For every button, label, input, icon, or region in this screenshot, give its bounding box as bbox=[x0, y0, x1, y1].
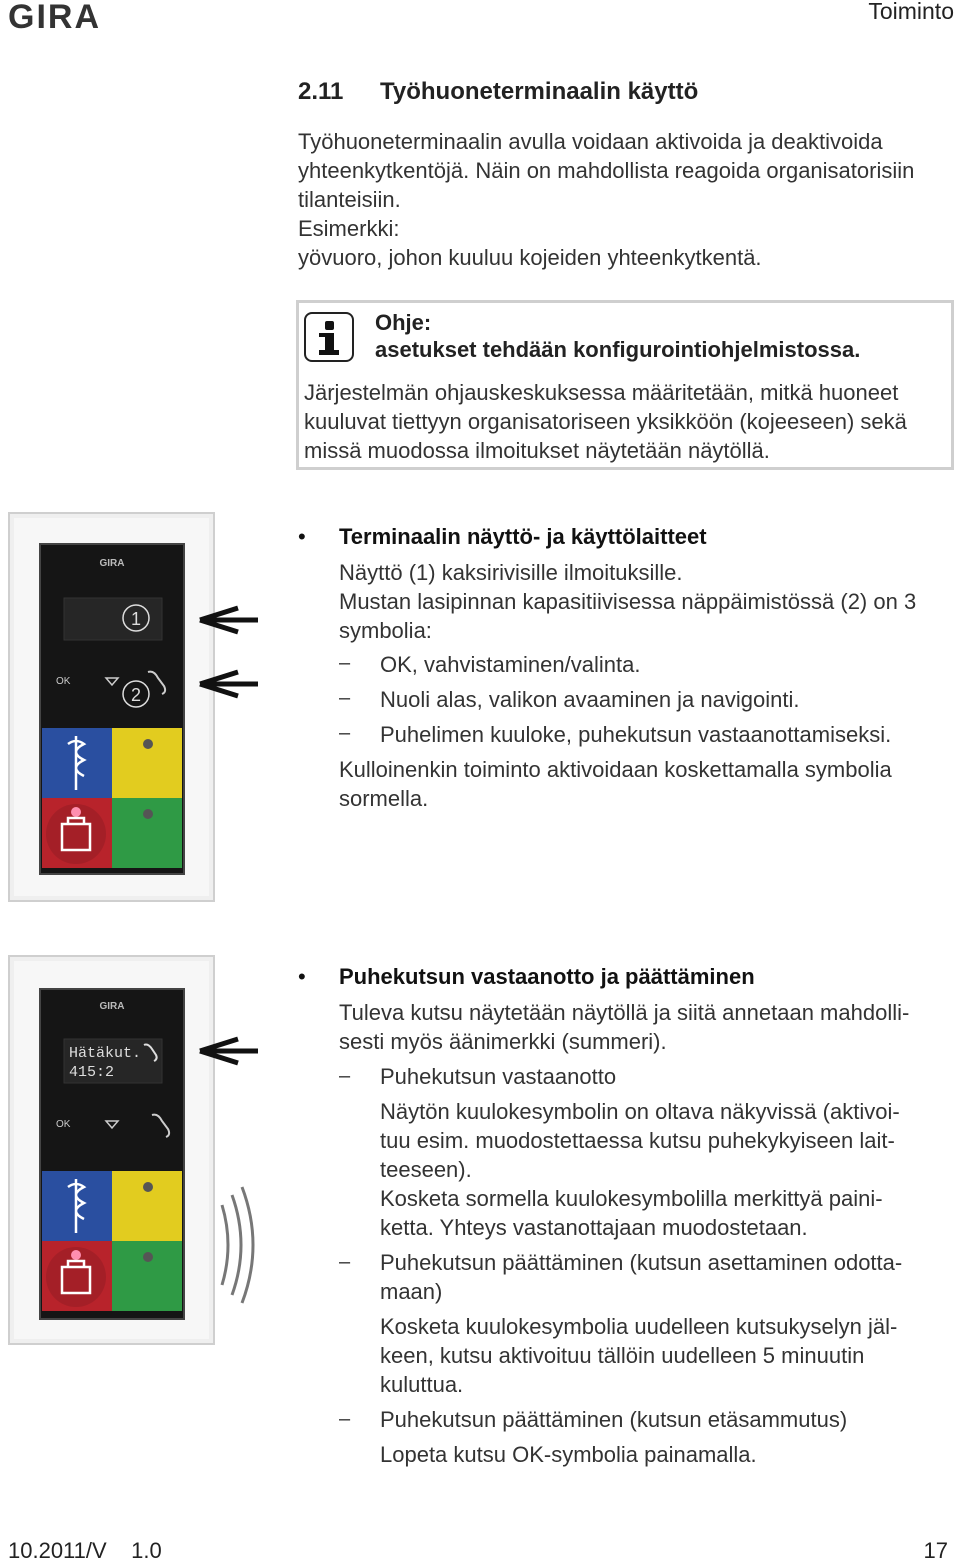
item2-title-line: Puhekutsun päättäminen (kutsun asettaminen odotta- bbox=[380, 1250, 903, 1275]
block1-line: Mustan lasipinnan kapasitiivisessa näppäimistössä (2) on 3 bbox=[339, 589, 917, 614]
terminal-illustration-1 bbox=[8, 512, 268, 904]
dash: – bbox=[339, 722, 351, 744]
item1-title: Puhekutsun vastaanotto bbox=[380, 1064, 617, 1089]
intro-line: Työhuoneterminaalin avulla voidaan aktivoida ja deaktivoida bbox=[298, 129, 883, 154]
item2-body bbox=[380, 1312, 950, 1399]
display-line-1: Hätäkut. bbox=[69, 1045, 142, 1062]
block2-line: Tuleva kutsu näytetään näytöllä ja siitä annetaan mahdolli- bbox=[339, 1000, 910, 1025]
block1-item: Nuoli alas, valikon avaaminen ja navigointi. bbox=[380, 687, 800, 712]
block2-text bbox=[339, 998, 954, 1056]
item2-line: Kosketa kuulokesymbolia uudelleen kutsukyselyn jäl- bbox=[380, 1314, 898, 1339]
item1-line: teeseen). bbox=[380, 1157, 472, 1182]
block1-item: Puhelimen kuuloke, puhekutsun vastaanottamiseksi. bbox=[380, 722, 892, 747]
note-body bbox=[304, 378, 952, 465]
page-number: 17 bbox=[923, 1538, 948, 1563]
item1-line: tuu esim. muodostettaessa kutsu puhekykyiseen lait- bbox=[380, 1128, 895, 1153]
yellow-button bbox=[112, 728, 182, 798]
ok-label: OK bbox=[56, 1119, 71, 1130]
block1-item: OK, vahvistaminen/valinta. bbox=[380, 652, 641, 677]
terminal-illustration-2 bbox=[8, 955, 268, 1347]
dash: – bbox=[339, 1065, 351, 1087]
block1-closing bbox=[339, 755, 954, 813]
block1-title: Terminaalin näyttö- ja käyttölaitteet bbox=[339, 524, 707, 549]
bullet: • bbox=[298, 524, 306, 549]
section-title: Työhuoneterminaalin käyttö bbox=[380, 78, 699, 105]
block2-title: Puhekutsun vastaanotto ja päättäminen bbox=[339, 964, 755, 989]
footer-version: 10.2011/V 1.0 bbox=[8, 1538, 162, 1563]
ok-label: OK bbox=[56, 676, 71, 687]
dash: – bbox=[339, 1251, 351, 1273]
note-line: missä muodossa ilmoitukset näytetään näytöllä. bbox=[304, 438, 770, 463]
bullet: • bbox=[298, 964, 306, 989]
device-brand: GIRA bbox=[99, 1001, 125, 1012]
block1-closing-line: sormella. bbox=[339, 786, 429, 811]
gira-logo: GIRA bbox=[8, 0, 101, 36]
block1-closing-line: Kulloinenkin toiminto aktivoidaan koskettamalla symbolia bbox=[339, 757, 892, 782]
item1-line: ketta. Yhteys vastanottajaan muodostetaan. bbox=[380, 1215, 808, 1240]
green-button bbox=[112, 1241, 182, 1311]
intro-line: tilanteisiin. bbox=[298, 187, 401, 212]
dash: – bbox=[339, 1408, 351, 1430]
block1-text bbox=[339, 558, 954, 645]
block1-line: Näyttö (1) kaksirivisille ilmoituksille. bbox=[339, 560, 683, 585]
svg-text:2: 2 bbox=[130, 685, 142, 705]
note-line: Järjestelmän ohjauskeskuksessa määritetään, mitkä huoneet bbox=[304, 380, 899, 405]
device-brand: GIRA bbox=[99, 558, 125, 569]
header-section: Toiminto bbox=[868, 0, 954, 24]
section-number: 2.11 bbox=[298, 78, 344, 105]
block2-line: sesti myös äänimerkki (summeri). bbox=[339, 1029, 667, 1054]
info-icon bbox=[304, 312, 354, 362]
dash: – bbox=[339, 687, 351, 709]
note-line: kuuluvat tiettyyn organisatoriseen yksikköön (kojeeseen) sekä bbox=[304, 409, 907, 434]
yellow-button bbox=[112, 1171, 182, 1241]
green-button bbox=[112, 798, 182, 868]
intro-line: yövuoro, johon kuuluu kojeiden yhteenkytkentä. bbox=[298, 245, 762, 270]
item3-body: Lopeta kutsu OK-symbolia painamalla. bbox=[380, 1442, 757, 1467]
item2-line: keen, kutsu aktivoituu tällöin uudelleen 5 minuutin bbox=[380, 1343, 865, 1368]
intro-line: Esimerkki: bbox=[298, 216, 400, 241]
note-subtitle: asetukset tehdään konfigurointiohjelmistossa. bbox=[375, 337, 861, 362]
svg-text:1: 1 bbox=[130, 609, 142, 629]
intro-paragraph bbox=[298, 127, 958, 272]
item1-body bbox=[380, 1097, 950, 1242]
item3-title: Puhekutsun päättäminen (kutsun etäsammutus) bbox=[380, 1407, 848, 1432]
item2-title-line: maan) bbox=[380, 1279, 443, 1304]
item2-title bbox=[380, 1248, 950, 1306]
item1-line: Näytön kuulokesymbolin on oltava näkyvissä (aktivoi- bbox=[380, 1099, 900, 1124]
sound-waves-icon bbox=[222, 1187, 253, 1303]
intro-line: yhteenkytkentöjä. Näin on mahdollista reagoida organisatorisiin bbox=[298, 158, 915, 183]
display-line-2: 415:2 bbox=[69, 1064, 115, 1081]
item2-line: kuluttua. bbox=[380, 1372, 464, 1397]
block1-line: symbolia: bbox=[339, 618, 432, 643]
dash: – bbox=[339, 652, 351, 674]
item1-line: Kosketa sormella kuulokesymbolilla merkittyä paini- bbox=[380, 1186, 883, 1211]
note-title: Ohje: bbox=[375, 310, 432, 335]
